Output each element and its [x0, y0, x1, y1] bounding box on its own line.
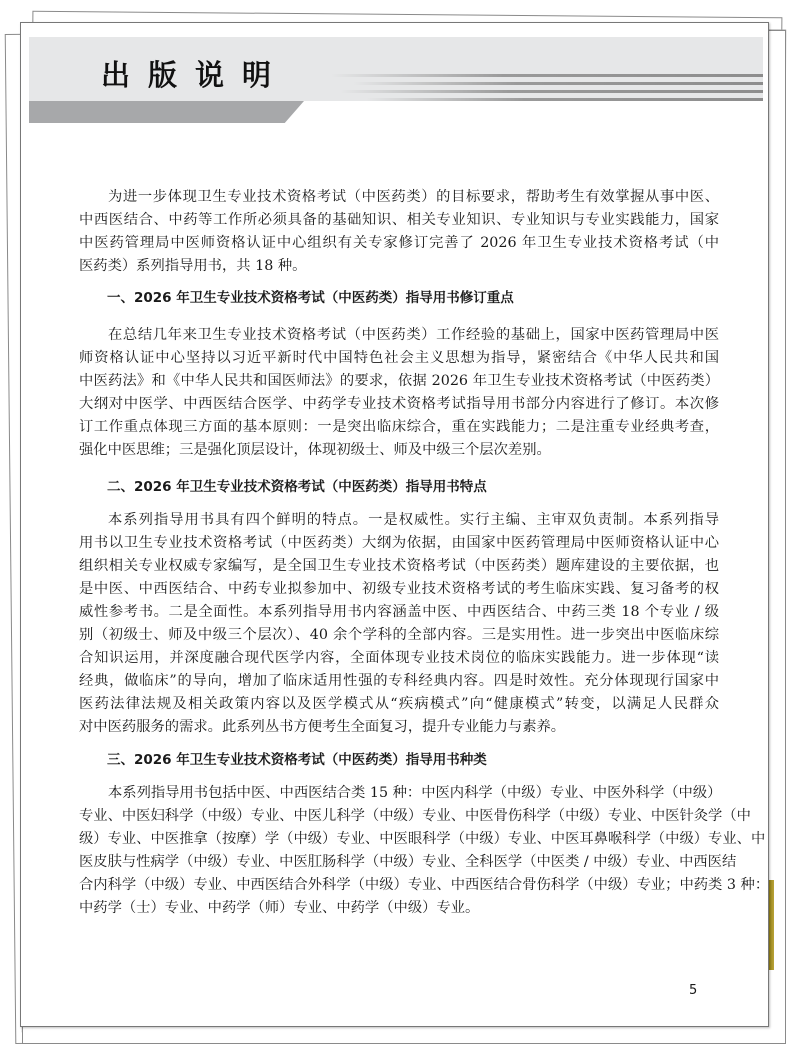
header-stripes: [331, 74, 763, 101]
text-line: 在总结几年来卫生专业技术资格考试（中医药类）工作经验的基础上，国家中医药管理局中医: [108, 327, 719, 343]
text-line: 用书以卫生专业技术资格考试（中医药类）大纲为依据，由国家中医药管理局中医师资格认证中心: [79, 535, 719, 551]
text-line: 中医药法》和《中华人民共和国医师法》的要求，依据 2026 年卫生专业技术资格考试（中医药类）: [79, 373, 719, 389]
document-page: [20, 22, 769, 1027]
text-line: 中西医结合、中药等工作所必须具备的基础知识、相关专业知识、专业知识与专业实践能力，国家: [79, 212, 719, 228]
text-line: 为进一步体现卫生专业技术资格考试（中医药类）的目标要求，帮助考生有效掌握从事中医、: [108, 189, 719, 205]
text-line: 合内科学（中级）专业、中西医结合外科学（中级）专业、中西医结合骨伤科学（中级）专业；中药类 3 种：: [79, 877, 770, 893]
page-title: 出版说明: [101, 58, 290, 92]
text-line: 本系列指导用书包括中医、中西医结合类 15 种：中医内科学（中级）专业、中医外科学（中级）: [108, 785, 722, 801]
text-line: 中医药管理局中医师资格认证中心组织有关专家修订完善了 2026 年卫生专业技术资格考试（中: [79, 235, 719, 251]
section-2-paragraph: [79, 509, 719, 739]
text-line: 师资格认证中心坚持以习近平新时代中国特色社会主义思想为指导，紧密结合《中华人民共和国: [79, 350, 719, 366]
text-line: 对中医药服务的需求。此系列丛书方便考生全面复习，提升专业能力与素养。: [79, 719, 566, 735]
section-heading-2: 二、2026 年卫生专业技术资格考试（中医药类）指导用书特点: [107, 479, 487, 495]
section-1-paragraph: [79, 324, 719, 462]
text-line: 医药类）系列指导用书，共 18 种。: [79, 258, 307, 274]
intro-paragraph: [79, 186, 719, 278]
text-line: 级）专业、中医推拿（按摩）学（中级）专业、中医眼科学（中级）专业、中医耳鼻喉科学（中级）专业、中: [79, 831, 766, 847]
text-line: 别（初级士、师及中级三个层次）、40 余个学科的全部内容。三是实用性。进一步突出中医临床综: [79, 627, 719, 643]
text-line: 经典，做临床”的导向，增加了临床适用性强的专科经典内容。四是时效性。充分体现现行国家中: [79, 673, 719, 689]
text-line: 医药法律法规及相关政策内容以及医学模式从“疾病模式”向“健康模式”转变，以满足人民群众: [79, 696, 719, 712]
header-accent-band: [29, 101, 304, 123]
text-line: 强化中医思维；三是强化顶层设计，体现初级士、师及中级三个层次差别。: [79, 442, 551, 458]
text-line: 中药学（士）专业、中药学（师）专业、中药学（中级）专业。: [79, 900, 480, 916]
text-line: 订工作重点体现三方面的基本原则：一是突出临床综合，重在实践能力；二是注重专业经典考查，: [79, 419, 719, 435]
section-heading-1: 一、2026 年卫生专业技术资格考试（中医药类）指导用书修订重点: [107, 290, 514, 306]
text-line: 专业、中医妇科学（中级）专业、中医儿科学（中级）专业、中医骨伤科学（中级）专业、中医针灸学（中: [79, 808, 751, 824]
text-line: 威性参考书。二是全面性。本系列指导用书内容涵盖中医、中西医结合、中药三类 18 个专业 / 级: [79, 604, 719, 620]
text-line: 组织相关专业权威专家编写，是全国卫生专业技术资格考试（中医药类）题库建设的主要依据，也: [79, 558, 719, 574]
text-line: 本系列指导用书具有四个鲜明的特点。一是权威性。实行主编、主审双负责制。本系列指导: [108, 512, 719, 528]
text-line: 合知识运用，并深度融合现代医学内容，全面体现专业技术岗位的临床实践能力。进一步体现“读: [79, 650, 719, 666]
text-line: 是中医、中西医结合、中药专业拟参加中、初级专业技术资格考试的考生临床实践、复习备考的权: [79, 581, 719, 597]
section-heading-3: 三、2026 年卫生专业技术资格考试（中医药类）指导用书种类: [107, 752, 487, 768]
section-3-paragraph: [79, 782, 770, 920]
page-number: 5: [689, 983, 698, 998]
text-line: 大纲对中医学、中西医结合医学、中药学专业技术资格考试指导用书部分内容进行了修订。本次修: [79, 396, 719, 412]
text-line: 医皮肤与性病学（中级）专业、中医肛肠科学（中级）专业、全科医学（中医类 / 中级）专业、中西医结: [79, 854, 737, 870]
